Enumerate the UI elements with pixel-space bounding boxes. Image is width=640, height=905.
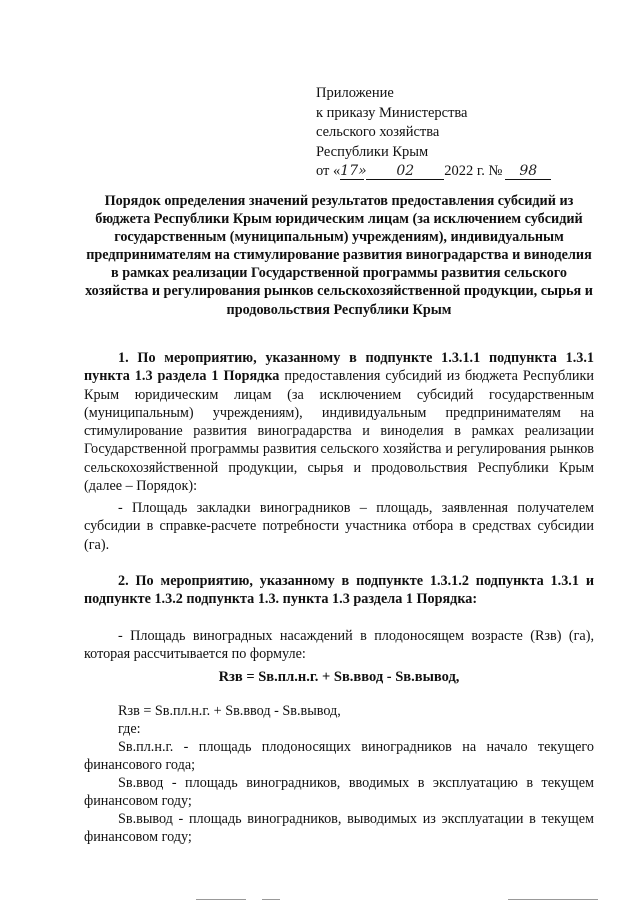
appendix-line-1: Приложение	[316, 85, 394, 101]
section-1-item: - Площадь закладки виноградников – площадь, заявленная получателем субсидии в справке-расчете потребности участника отбора в средствах субсидии (га).	[84, 500, 594, 553]
section-1-paragraph	[84, 349, 594, 495]
section-1-text: предоставления субсидий из бюджета Республики Крым юридическим лицам (за исключением субсидий государственным (муниципальным) учреждениям), индивидуальным предпринимателям на стимулирование развития виноградарства и виноделия в рамках реализации Государственной программы развития сельского хозяйства и регулирования рынков сельскохозяйственной продукции, сырья и продовольствия Республики Крым (далее – Порядок):	[84, 368, 594, 495]
document-title: Порядок определения значений результатов предоставления субсидий из бюджета Республики Крым юридическим лицам (за исключением субсидий государственным (муниципальным) учреждениям), индивидуальным предпринимателям на стимулирование развития виноградарства и виноделия в рамках реализации Государственной программы развития сельского хозяйства и регулирования рынков сельскохозяйственной продукции, сырья и продовольствия Республики Крым	[85, 193, 593, 318]
section-2-item: - Площадь виноградных насаждений в плодоносящем возрасте (Rзв) (га), которая рассчитывается по формуле:	[84, 628, 594, 663]
definition-1: Sв.пл.н.г. - площадь плодоносящих виноградников на начало текущего финансового года;	[84, 739, 594, 774]
scan-artifact-line	[262, 899, 280, 900]
appendix-line-3: сельского хозяйства	[316, 124, 440, 140]
formula-plain: Rзв = Sв.пл.н.г. + Sв.ввод - Sв.вывод,	[118, 703, 341, 719]
appendix-line-4: Республики Крым	[316, 143, 429, 160]
order-number-handwritten: 98	[505, 164, 551, 180]
appendix-line-2: к приказу Министерства	[316, 104, 468, 121]
section-1-heading: 1. По мероприятию, указанному в подпункте 1.3.1.1 подпункта 1.3.1 пункта 1.3 раздела 1 Порядка	[84, 350, 594, 385]
scan-artifact-line	[508, 899, 598, 900]
definition-3: Sв.вывод - площадь виноградников, выводимых из эксплуатации в текущем финансовом году;	[84, 811, 594, 846]
definition-2: Sв.ввод - площадь виноградников, вводимых в эксплуатацию в текущем финансовом году;	[84, 775, 594, 810]
date-prefix: от «	[316, 163, 341, 179]
appendix-date-line	[316, 162, 551, 182]
section-2-heading: 2. По мероприятию, указанному в подпункте 1.3.1.2 подпункта 1.3.1 и подпункте 1.3.2 подпункта 1.3. пункта 1.3 раздела 1 Порядка:	[84, 573, 594, 608]
date-year: 2022 г. №	[444, 163, 503, 179]
where-label: где:	[118, 721, 141, 737]
scan-artifact-line	[196, 899, 246, 900]
date-day-handwritten: 17»	[340, 163, 367, 179]
appendix-block	[316, 84, 551, 182]
formula-bold: Rзв = Sв.пл.н.г. + Sв.ввод - Sв.вывод,	[218, 669, 460, 685]
date-month-handwritten: 02	[366, 164, 444, 180]
